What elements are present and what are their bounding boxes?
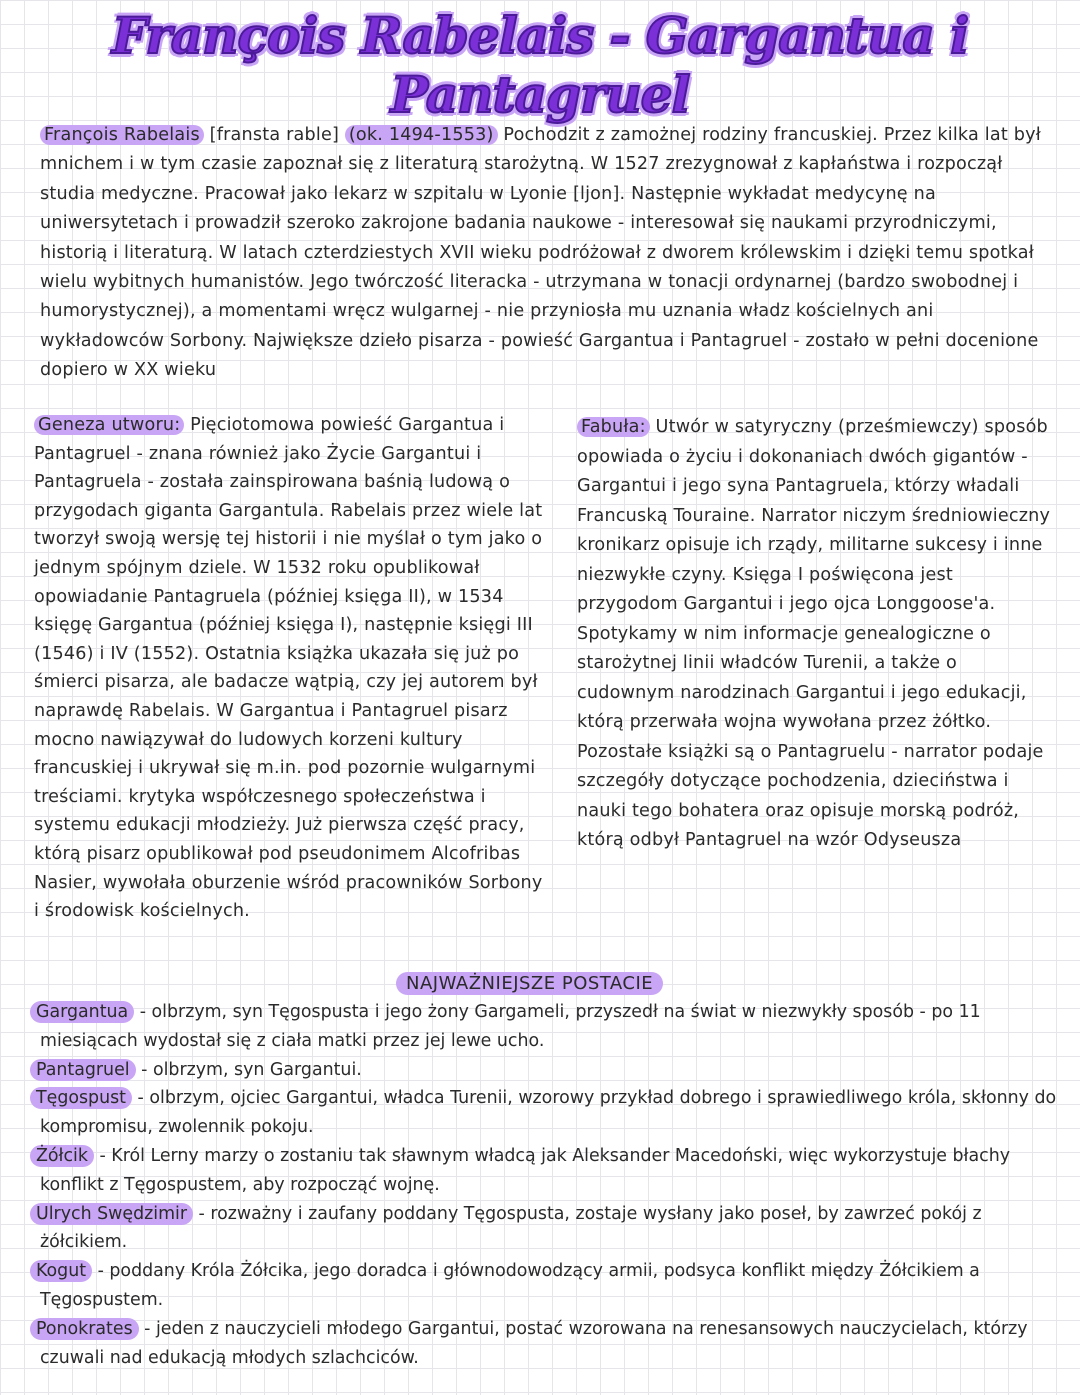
- page-title: François Rabelais - Gargantua i Pantagruel: [111, 6, 969, 124]
- genesis-text: Pięciotomowa powieść Gargantua i Pantagruel - znana również jako Życie Gargantui i Pantagruela - została zainspirowana baśnią ludową o przygodach giganta Gargantula. Rabelais przez wiele lat tworzył swoją wersję tej historii i nie myślał o tym jako o jednym spójnym dziele. W 1532 roku opublikował opowiadanie Pantagruela (później księga II), w 1534 księgę Gargantua (później księga I), następnie księgi III (1546) i IV (1552). Ostatnia książka ukazała się już po śmierci pisarza, ale badacze wątpią, czy jej autorem był naprawdę Rabelais. W Gargantua i Pantagruel pisarz mocno nawiązywał do ludowych korzeni kultury francuskiej i ukrywał się m.in. pod pozornie wulgarnymi treściami. krytyka współczesnego społeczeństwa i systemu edukacji młodzieży. Już pierwsza część pracy, którą pisarz opublikował pod pseudonimem Alcofribas Nasier, wywołała oburzenie wśród pracowników Sorbony i środowisk kościelnych.: [34, 415, 543, 922]
- character-name: Ponokrates: [30, 1318, 139, 1340]
- character-item: [30, 998, 1060, 1056]
- author-bio: Pochodzit z zamożnej rodziny francuskiej. Przez kilka lat był mnichem i w tym czasie zapoznał się z literaturą starożytną. W 1527 zrezygnował z kapłaństwa i rozpoczął studia medyczne. Pracował jako lekarz w szpitalu w Lyonie [ljon]. Następnie wykładat medycynę na uniwersytetach i prowadził szeroko zakrojone badania naukowe - interesował się naukami przyrodniczymi, historią i literaturą. W latach czterdziestych XVII wieku podróżował z dworem królewskim i dzięki temu spotkał wielu wybitnych humanistów. Jego twórczość literacka - utrzymana w tonacji ordynarnej (bardzo swobodnej i humorystycznej), a momentami wręcz wulgarnej - nie przyniosła mu uznania władz kościelnych ani wykładowców Sorbony. Największe dzieło pisarza - powieść Gargantua i Pantagruel - zostało w pełni docenione dopiero w XX wieku: [40, 125, 1041, 381]
- character-item: [30, 1084, 1060, 1142]
- character-desc: - jeden z nauczycieli młodego Gargantui, postać wzorowana na renesansowych nauczycielach, którzy czuwali nad edukacją młodych szlachciców.: [40, 1318, 1028, 1368]
- plot-text: Utwór w satyryczny (prześmiewczy) sposób opowiada o życiu i dokonaniach dwóch gigantów - Gargantui i jego syna Pantagruela, którzy władali Francuską Touraine. Narrator niczym średniowieczny kronikarz opisuje ich rządy, militarne sukcesy i inne niezwykłe czyny. Księga I poświęcona jest przygodom Gargantui i jego ojca Longgoose'a. Spotykamy w nim informacje genealogiczne o starożytnej linii władców Turenii, a także o cudownym narodzinach Gargantui i jego edukacji, którą przerwała wojna wywołana przez żółtko. Pozostałe książki są o Pantagruelu - narrator podaje szczegóły dotyczące pochodzenia, dzieciństwa i nauki tego bohatera oraz opisuje morską podróż, którą odbył Pantagruel na wzór Odyseusza: [577, 417, 1051, 850]
- plot-label: Fabuła:: [577, 417, 650, 437]
- character-item: [30, 1257, 1060, 1315]
- author-dates: (ok. 1494-1553): [345, 125, 498, 145]
- characters-heading: NAJWAŻNIEJSZE POSTACIE: [396, 970, 663, 998]
- plot-section: [577, 413, 1057, 856]
- character-name: Żółcik: [30, 1145, 94, 1167]
- character-name: Gargantua: [30, 1001, 134, 1023]
- author-pronunciation: [fransta rable]: [209, 125, 340, 145]
- character-item: [30, 1056, 1060, 1085]
- character-desc: - poddany Króla Żółcika, jego doradca i głównodowodzący armii, podsyca konflikt między Żółcikiem a Tęgospustem.: [40, 1261, 980, 1310]
- character-desc: - rozważny i zaufany poddany Tęgospusta, zostaje wysłany jako poseł, by zawrzeć pokój z żółcikiem.: [40, 1203, 982, 1253]
- character-item: [30, 1142, 1060, 1200]
- characters-list: [30, 998, 1060, 1372]
- character-name: Tęgospust: [30, 1087, 132, 1109]
- character-name: Pantagruel: [30, 1059, 136, 1081]
- character-item: [30, 1315, 1060, 1373]
- genesis-label: Geneza utworu:: [34, 415, 184, 435]
- character-name: Ulrych Swędzimir: [30, 1203, 193, 1225]
- character-desc: - olbrzym, syn Gargantui.: [141, 1059, 362, 1080]
- author-name: François Rabelais: [40, 125, 204, 145]
- character-desc: - olbrzym, syn Tęgospusta i jego żony Gargameli, przyszedł na świat w niezwykły sposób - po 11 miesiącach wydostał się z ciała matki przez jej lewe ucho.: [40, 1002, 981, 1051]
- character-name: Kogut: [30, 1260, 92, 1282]
- character-desc: - olbrzym, ojciec Gargantui, władca Turenii, wzorowy przykład dobrego i sprawiedliwego króla, skłonny do kompromisu, zwolennik pokoju.: [40, 1088, 1057, 1138]
- author-intro: [40, 121, 1060, 386]
- character-item: [30, 1200, 1060, 1258]
- genesis-section: [34, 411, 544, 926]
- character-desc: - Król Lerny marzy o zostaniu tak sławnym władcą jak Aleksander Macedoński, więc wykorzystuje błachy konflikt z Tęgospustem, aby rozpocząć wojnę.: [40, 1145, 1011, 1195]
